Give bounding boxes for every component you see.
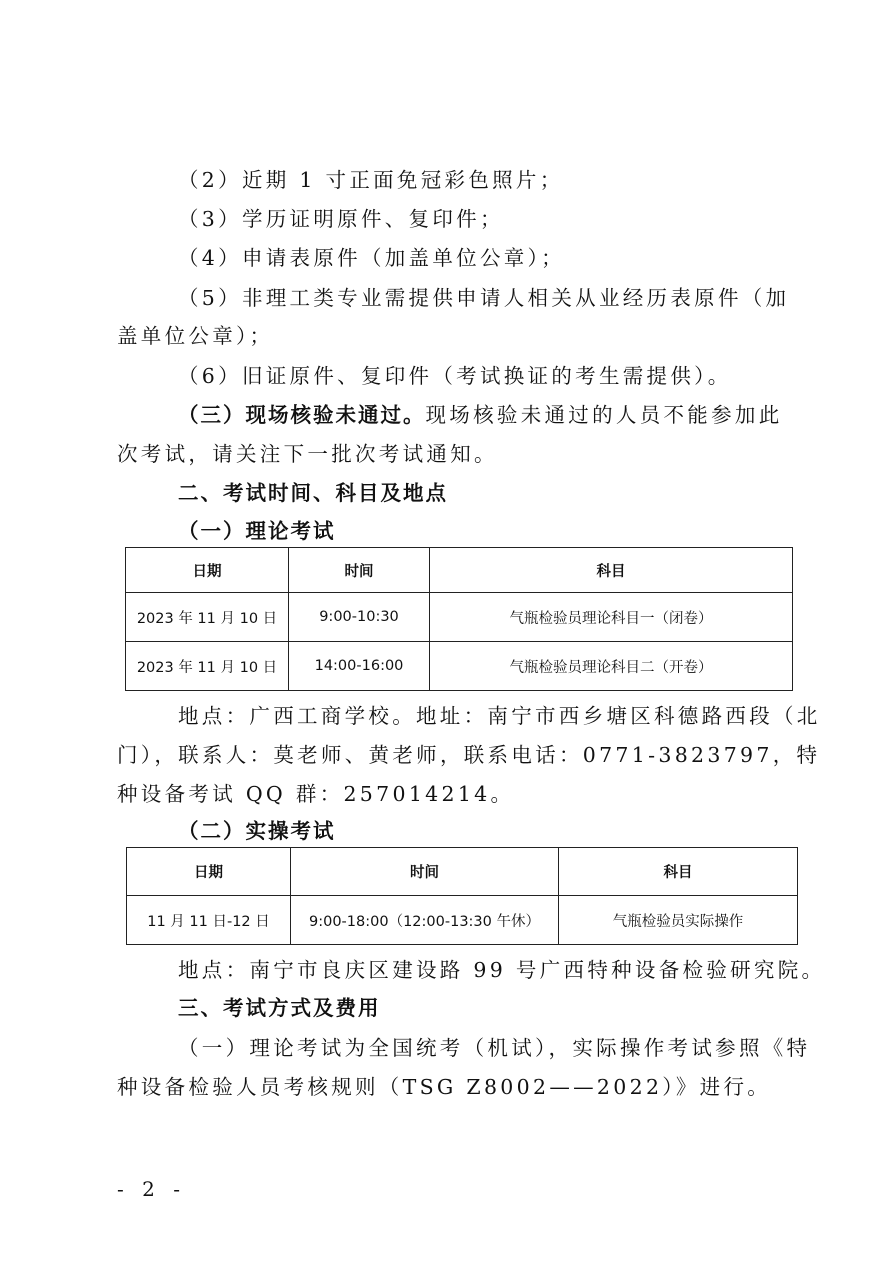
item-5-line-1: （5）非理工类专业需提供申请人相关从业经历表原件（加 — [178, 286, 790, 310]
cell-date: 11 月 11 日-12 日 — [127, 896, 291, 945]
table-row — [127, 896, 798, 945]
cell-subject: 气瓶检验员理论科目一（闭卷） — [430, 593, 793, 642]
cell-subject: 气瓶检验员实际操作 — [559, 896, 798, 945]
item-5-line-2: 盖单位公章）； — [117, 324, 274, 348]
section-2-heading: 二、考试时间、科目及地点 — [178, 481, 448, 505]
theory-table — [125, 547, 793, 691]
page-number: - 2 - — [117, 1177, 186, 1201]
theory-location-line-3: 种设备考试 QQ 群：257014214。 — [117, 782, 515, 806]
item-6: （6）旧证原件、复印件（考试换证的考生需提供）。 — [178, 364, 732, 388]
verify-title: （三）现场核验未通过。 — [178, 403, 426, 427]
practical-heading: （二）实操考试 — [178, 819, 336, 843]
practical-table — [126, 847, 798, 945]
practical-location: 地点：南宁市良庆区建设路 99 号广西特种设备检验研究院。 — [178, 958, 826, 982]
table-row — [126, 642, 793, 691]
cell-time: 9:00-10:30 — [289, 593, 430, 642]
header-date: 日期 — [126, 548, 289, 593]
section-3-heading: 三、考试方式及费用 — [178, 996, 381, 1020]
cell-time: 9:00-18:00（12:00-13:30 午休） — [291, 896, 559, 945]
verify-paragraph — [178, 405, 783, 426]
item-3: （3）学历证明原件、复印件； — [178, 207, 504, 231]
cell-date: 2023 年 11 月 10 日 — [126, 593, 289, 642]
table-header-row — [127, 848, 798, 896]
header-time: 时间 — [291, 848, 559, 896]
cell-subject: 气瓶检验员理论科目二（开卷） — [430, 642, 793, 691]
header-date: 日期 — [127, 848, 291, 896]
table-header-row — [126, 548, 793, 593]
header-subject: 科目 — [559, 848, 798, 896]
cell-time: 14:00-16:00 — [289, 642, 430, 691]
verify-text-line-2: 次考试，请关注下一批次考试通知。 — [117, 442, 498, 466]
section-3-para-line-1: （一）理论考试为全国统考（机试），实际操作考试参照《特 — [178, 1036, 811, 1060]
header-time: 时间 — [289, 548, 430, 593]
theory-location-line-1: 地点：广西工商学校。地址：南宁市西乡塘区科德路西段（北 — [178, 704, 821, 728]
item-2: （2）近期 1 寸正面免冠彩色照片； — [178, 168, 564, 192]
section-3-para-line-2: 种设备检验人员考核规则（TSG Z8002——2022）》进行。 — [117, 1075, 772, 1099]
header-subject: 科目 — [430, 548, 793, 593]
theory-location-line-2: 门），联系人：莫老师、黄老师，联系电话：0771-3823797，特 — [117, 743, 821, 767]
item-4: （4）申请表原件（加盖单位公章）； — [178, 246, 565, 270]
cell-date: 2023 年 11 月 10 日 — [126, 642, 289, 691]
table-row — [126, 593, 793, 642]
verify-text: 现场核验未通过的人员不能参加此 — [425, 403, 783, 427]
theory-heading: （一）理论考试 — [178, 519, 336, 543]
